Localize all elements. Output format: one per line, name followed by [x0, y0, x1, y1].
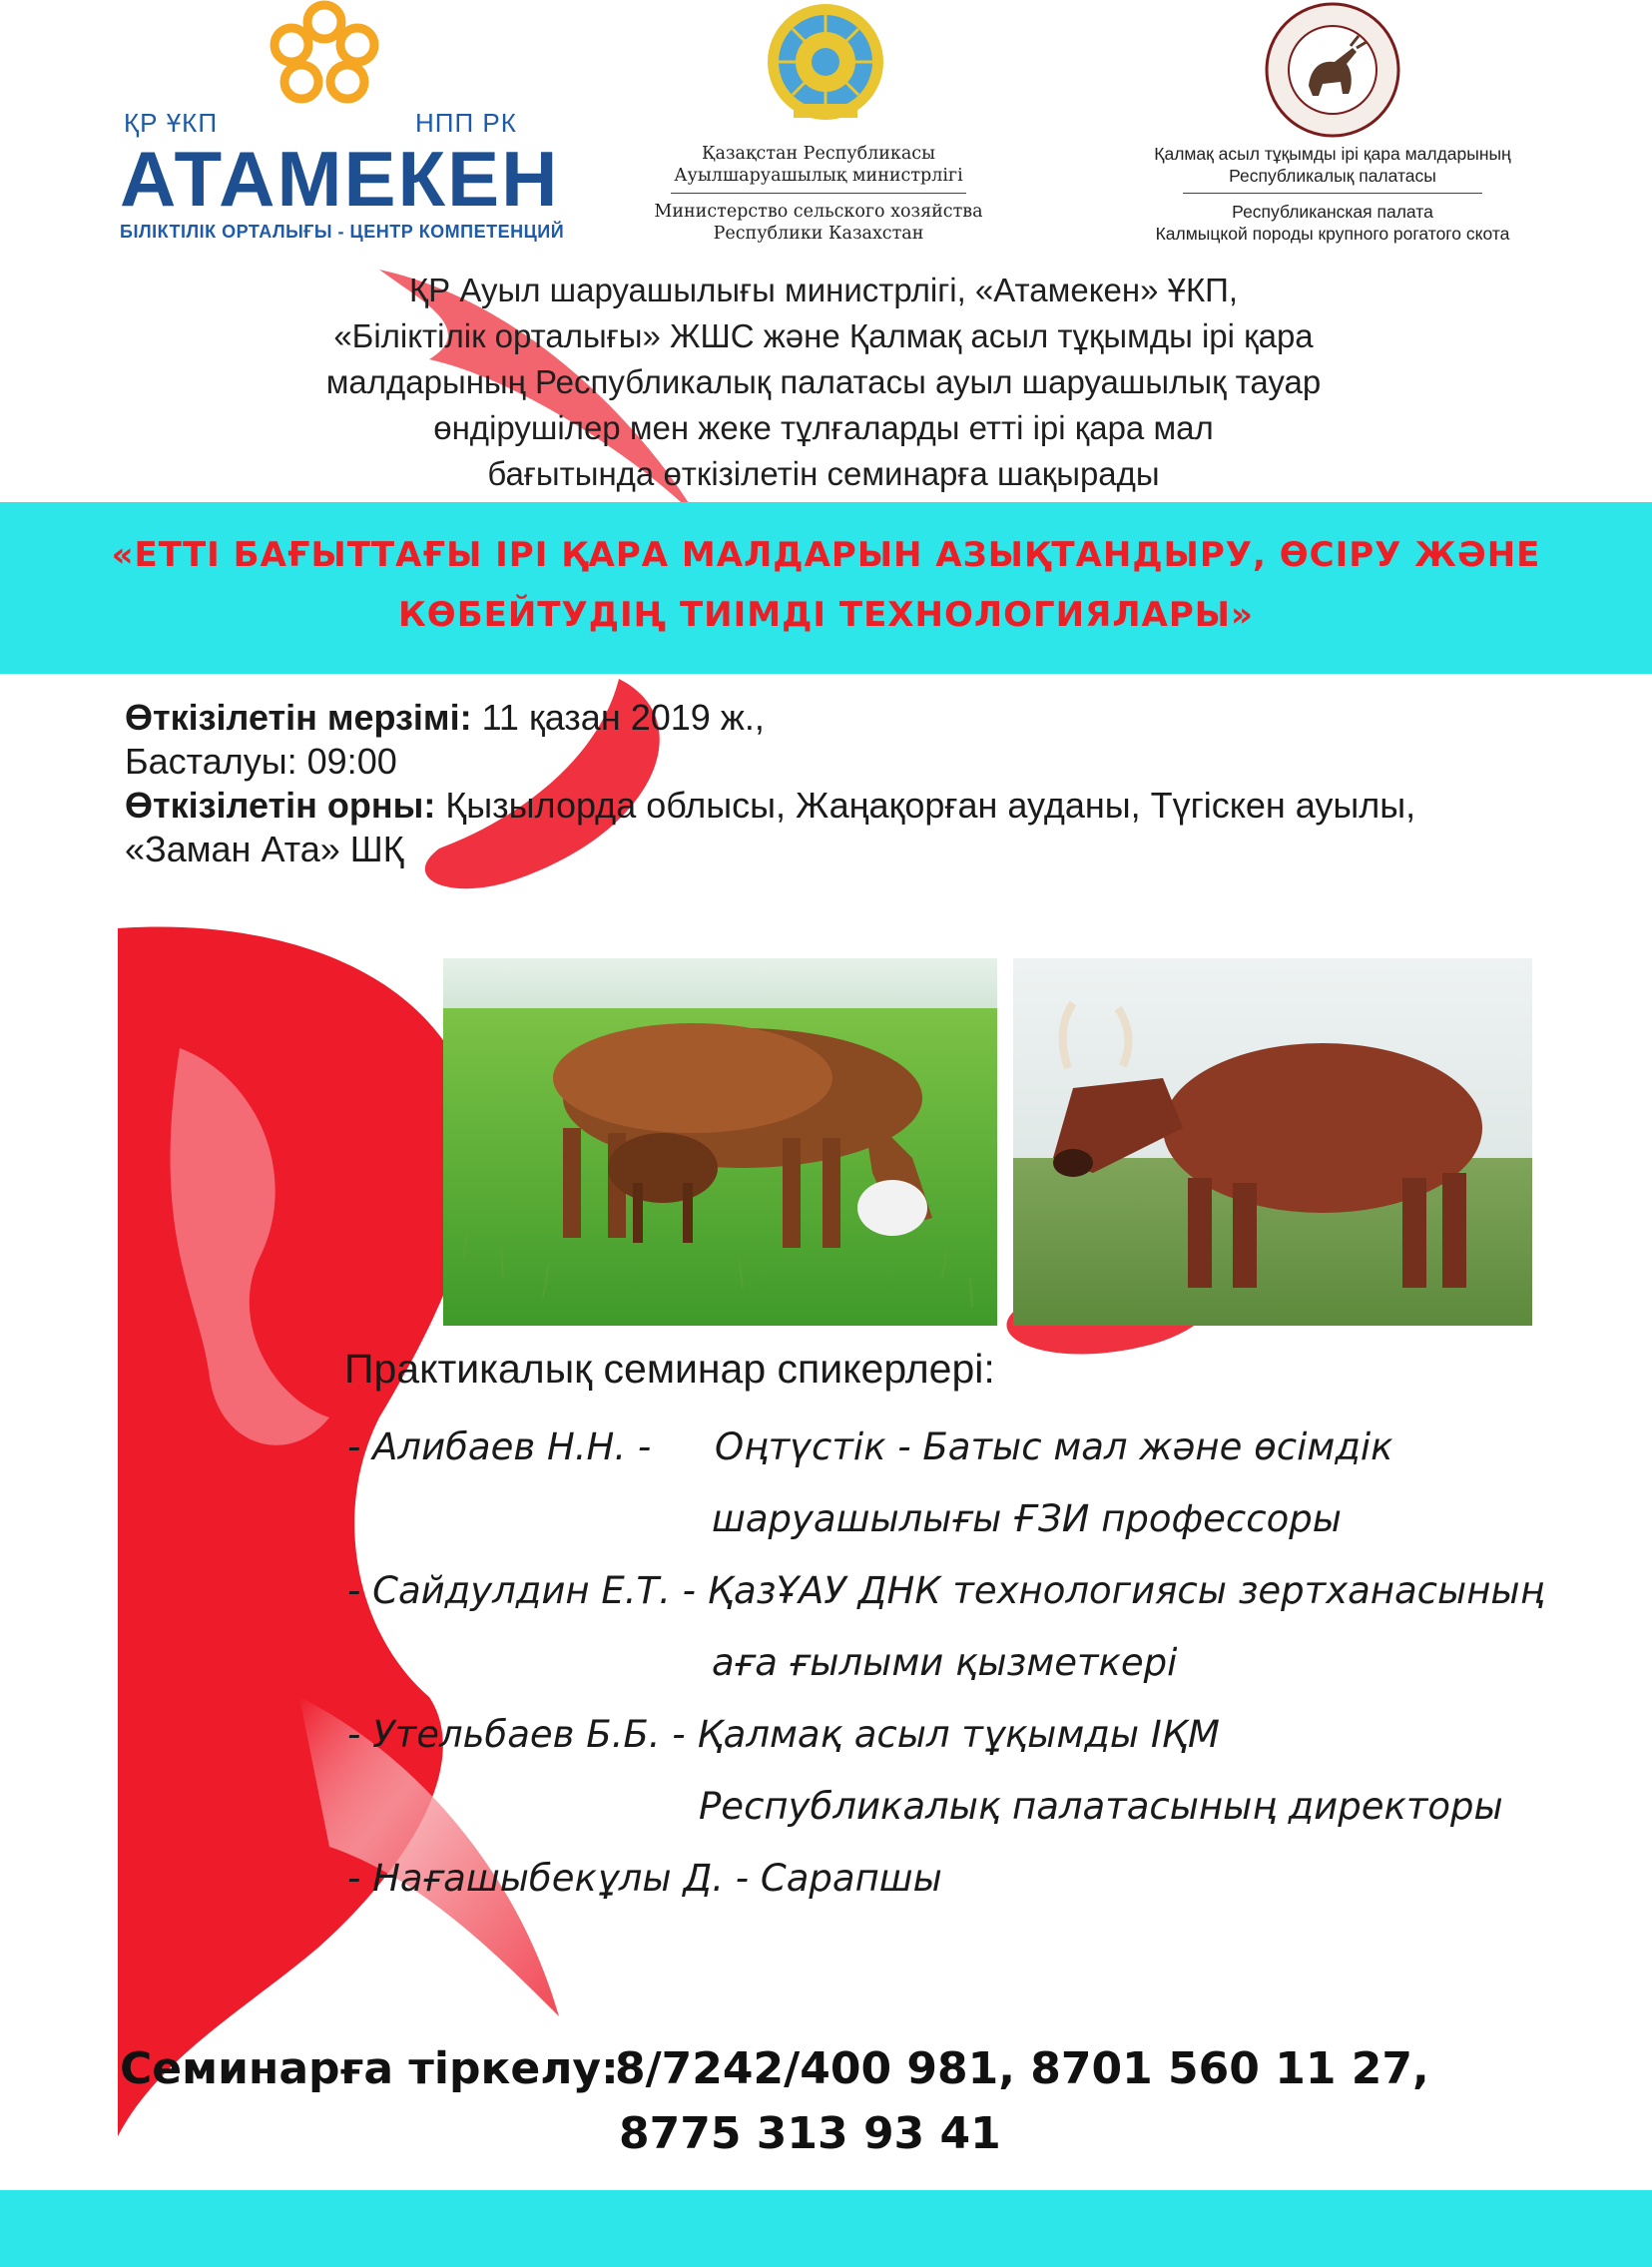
- event-start: [125, 740, 1602, 784]
- atameken-logo: [110, 0, 565, 250]
- event-date-label: Өткізілетін мерзімі:: [125, 697, 472, 738]
- atameken-abbr-ru: НПП РК: [415, 108, 517, 138]
- atameken-abbr-kk: ҚР ҰКП: [124, 108, 219, 138]
- speaker-3: - Утельбаев Б.Б. - Қалмақ асыл тұқымды ІҚМ: [347, 1713, 1220, 1756]
- event-place-value: Қызылорда облысы, Жаңақорған ауданы, Түгіскен ауылы,: [435, 785, 1416, 826]
- speaker-2-role-cont: аға ғылыми қызметкері: [712, 1641, 1178, 1684]
- registration-phones[interactable]: 8/7242/400 981, 8701 560 11 27,: [615, 2043, 1429, 2094]
- speaker-1-role: Оңтүстік - Батыс мал және өсімдік: [715, 1425, 1393, 1468]
- kalmyk-bull-photo: [1013, 958, 1532, 1326]
- chamber-divider: [1183, 193, 1482, 194]
- ministry-name-kk-1: Қазақстан Республикасы: [701, 144, 935, 164]
- event-place: [125, 784, 1602, 828]
- seminar-title-band: [0, 502, 1652, 674]
- speaker-4: - Нағашыбекұлы Д. - Сарапшы: [347, 1857, 942, 1900]
- speaker-1-name: - Алибаев Н.Н. -: [347, 1425, 652, 1468]
- speaker-2: - Сайдулдин Е.Т. - ҚазҰАУ ДНК технологиясы зертханасының: [347, 1569, 1545, 1612]
- event-start-value: 09:00: [296, 741, 397, 782]
- intro-line: ҚР Ауыл шаруашылығы министрлігі, «Атамекен» ҰКП,: [408, 272, 1239, 308]
- cow-with-calf-photo: [443, 958, 997, 1326]
- chamber-name-kk-2: Республикалық палатасы: [1229, 166, 1436, 186]
- intro-line: бағытында өткізілетін семинарға шақырады: [487, 455, 1160, 492]
- seminar-title-line-2: КӨБЕЙТУДІҢ ТИІМДІ ТЕХНОЛОГИЯЛАРЫ»: [398, 595, 1254, 635]
- intro-line: өндірушілер мен жеке тұлғаларды етті ірі қара мал: [433, 409, 1214, 446]
- speaker-3-role-cont: Республикалық палатасының директоры: [699, 1785, 1503, 1828]
- atameken-subtitle: БІЛІКТІЛІК ОРТАЛЫҒЫ - ЦЕНТР КОМПЕТЕНЦИЙ: [120, 222, 565, 242]
- event-date-value: 11 қазан 2019 ж.,: [471, 697, 765, 738]
- intro-line: малдарының Республикалық палатасы ауыл шаруашылық тауар: [325, 363, 1322, 400]
- state-emblem-icon: [764, 0, 888, 130]
- ministry-name-kk-2: Ауылшаруашылық министрлігі: [674, 166, 963, 186]
- chamber-name-ru-2: Калмыцкой породы крупного рогатого скота: [1155, 224, 1510, 244]
- ministry-logo: [649, 0, 988, 260]
- intro-paragraph: [180, 268, 1467, 497]
- seminar-title-line-1: «ЕТТІ БАҒЫТТАҒЫ ІРІ ҚАРА МАЛДАРЫН АЗЫҚТАНДЫРУ, ӨСІРУ ЖӘНЕ: [111, 535, 1541, 575]
- chamber-seal-icon: [1261, 2, 1404, 138]
- ministry-name-ru-2: Республики Казахстан: [713, 224, 924, 244]
- chamber-logo: [1108, 0, 1557, 260]
- registration-label: Семинарға тіркелу:: [120, 2043, 619, 2094]
- brush-shape-left: [118, 927, 477, 2136]
- chamber-name-ru-1: Республиканская палата: [1232, 202, 1433, 222]
- event-details: [125, 696, 1602, 871]
- ministry-name-ru-1: Министерство сельского хозяйства: [654, 202, 983, 222]
- chamber-name-kk-1: Қалмақ асыл тұқымды ірі қара малдарының: [1154, 144, 1511, 164]
- speakers-heading: Практикалық семинар спикерлері:: [344, 1346, 995, 1392]
- atameken-knot-icon: [250, 0, 399, 110]
- event-date: [125, 696, 1602, 740]
- bottom-band: [0, 2190, 1652, 2267]
- event-start-label: Басталуы:: [125, 741, 297, 782]
- registration-phones-cont[interactable]: 8775 313 93 41: [619, 2108, 1001, 2159]
- event-place-label: Өткізілетін орны:: [125, 785, 436, 826]
- atameken-wordmark: АТАМЕКЕН: [120, 135, 560, 223]
- intro-line: «Біліктілік орталығы» ЖШС және Қалмақ асыл тұқымды ірі қара: [333, 317, 1314, 354]
- ministry-divider: [671, 193, 966, 194]
- event-place-cont: «Заман Ата» ШҚ: [125, 829, 404, 869]
- speaker-1-role-cont: шаруашылығы ҒЗИ профессоры: [712, 1497, 1342, 1540]
